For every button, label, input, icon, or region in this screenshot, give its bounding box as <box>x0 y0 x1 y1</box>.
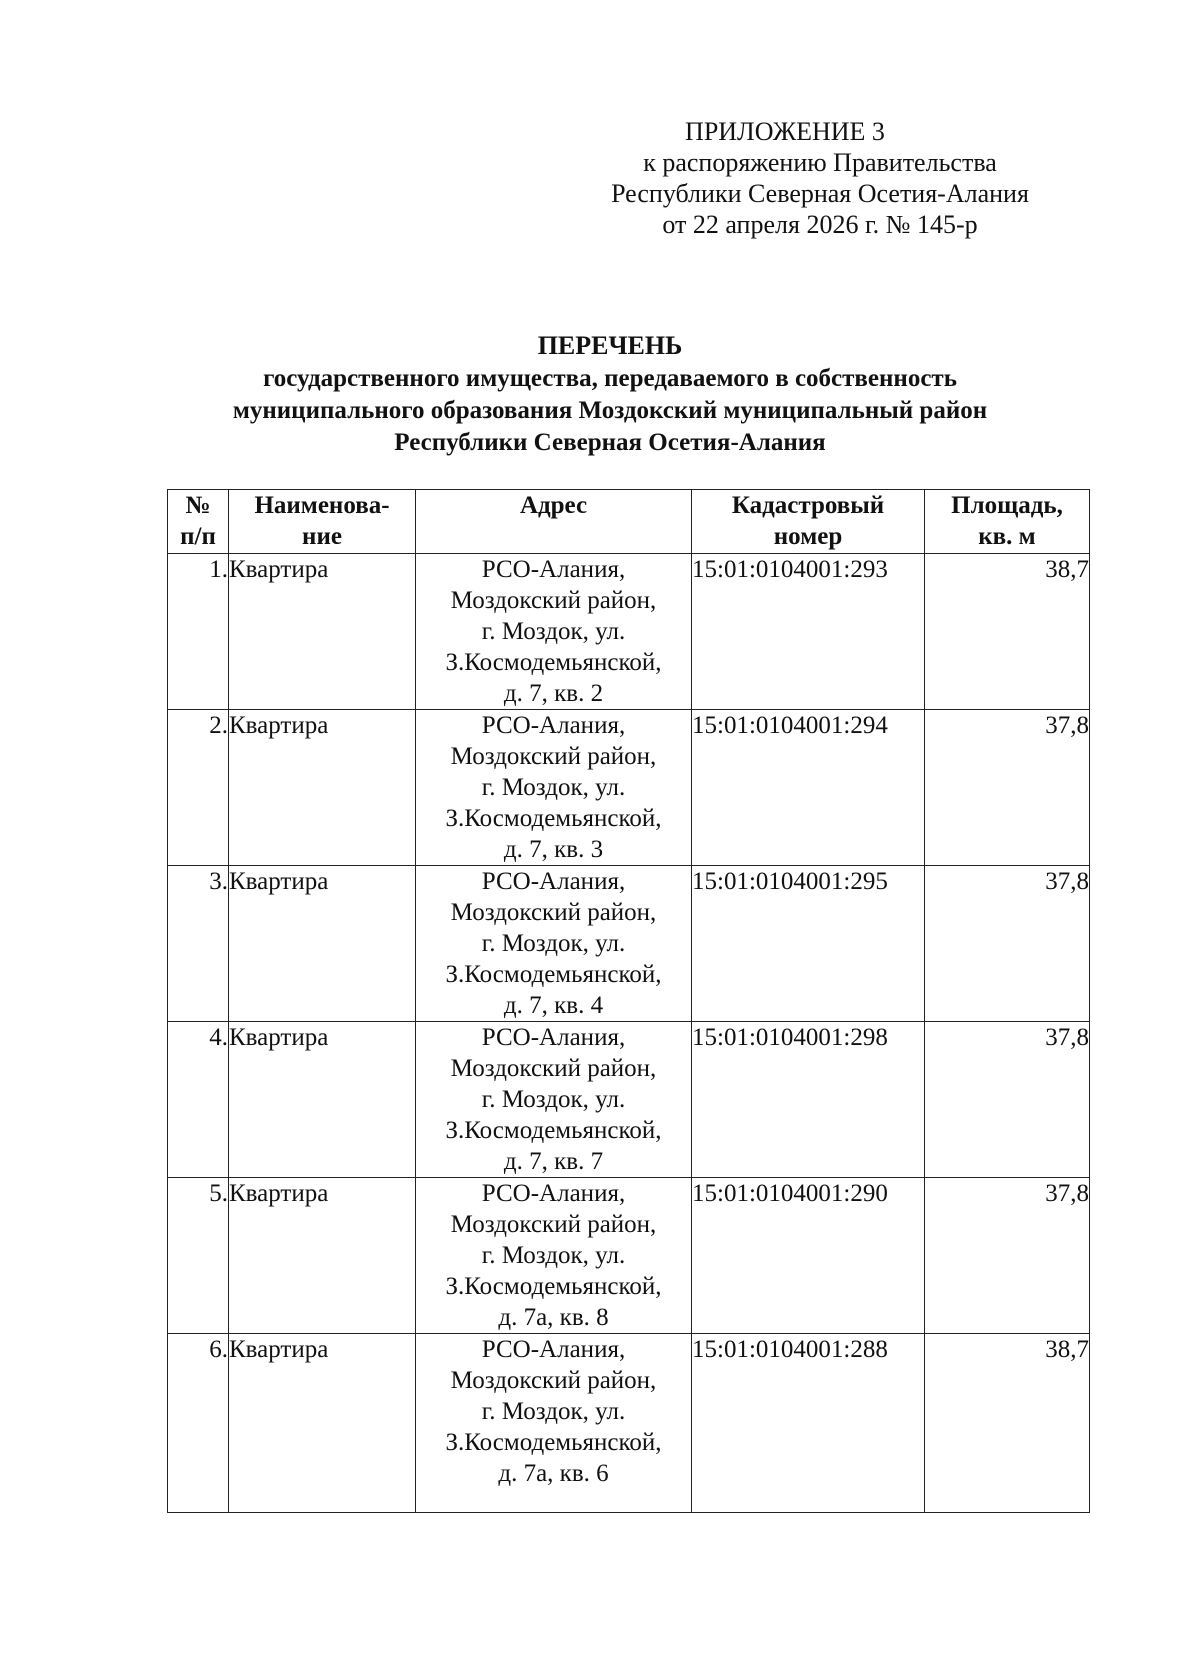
header-address-line-1: Адрес <box>519 492 588 519</box>
table-row <box>168 554 1090 710</box>
address-line: д. 7, кв. 2 <box>503 680 604 707</box>
cell-name: Квартира <box>229 554 416 710</box>
cell-area: 38,7 <box>925 554 1090 710</box>
address-line: Моздокский район, <box>450 587 657 614</box>
heading-title: ПЕРЕЧЕНЬ <box>537 331 683 360</box>
table-row <box>168 710 1090 866</box>
address-line: З.Космодемьянской, <box>445 1117 662 1144</box>
address-line: д. 7, кв. 7 <box>503 1148 604 1175</box>
address-line: г. Моздок, ул. <box>481 774 626 801</box>
header-area-line-2: кв. м <box>978 523 1036 550</box>
cell-name: Квартира <box>229 1178 416 1334</box>
appendix-title: ПРИЛОЖЕНИЕ 3 <box>685 117 885 146</box>
cell-num: 6. <box>168 1334 229 1513</box>
appendix-line-republic: Республики Северная Осетия-Алания <box>611 179 1029 208</box>
address-line: д. 7а, кв. 8 <box>498 1304 609 1331</box>
cell-address <box>416 1178 692 1334</box>
address-line: Моздокский район, <box>450 1367 657 1394</box>
header-num <box>168 490 229 554</box>
table-row <box>168 866 1090 1022</box>
appendix-block <box>560 116 1080 240</box>
header-num-line-1: № <box>185 492 211 519</box>
cell-area: 37,8 <box>925 710 1090 866</box>
header-num-line-2: п/п <box>180 523 216 550</box>
table-row <box>168 1334 1090 1513</box>
cell-cadastral: 15:01:0104001:293 <box>692 554 925 710</box>
address-line: РСО-Алания, <box>481 1180 626 1207</box>
cell-area: 37,8 <box>925 1178 1090 1334</box>
address-line: Моздокский район, <box>450 1055 657 1082</box>
cell-num: 5. <box>168 1178 229 1334</box>
cell-name: Квартира <box>229 710 416 866</box>
address-line: г. Моздок, ул. <box>481 1398 626 1425</box>
cell-address <box>416 554 692 710</box>
address-line: З.Космодемьянской, <box>445 805 662 832</box>
cell-address <box>416 1022 692 1178</box>
address-line: РСО-Алания, <box>481 556 626 583</box>
document-heading <box>130 330 1090 459</box>
header-cadastral-line-1: Кадастровый <box>731 492 885 519</box>
cell-address <box>416 1334 692 1513</box>
table-header-row <box>168 490 1090 554</box>
address-line: РСО-Алания, <box>481 1336 626 1363</box>
table-row <box>168 1022 1090 1178</box>
address-line: д. 7, кв. 3 <box>503 836 604 863</box>
address-line: З.Космодемьянской, <box>445 1273 662 1300</box>
address-line: г. Моздок, ул. <box>481 1242 626 1269</box>
heading-line-1: государственного имущества, передаваемого в собственность <box>263 365 957 392</box>
cell-area: 37,8 <box>925 1022 1090 1178</box>
address-line: г. Моздок, ул. <box>481 618 626 645</box>
address-line: д. 7а, кв. 6 <box>498 1460 609 1487</box>
header-area <box>925 490 1090 554</box>
address-line: д. 7, кв. 4 <box>503 992 604 1019</box>
header-name <box>229 490 416 554</box>
appendix-line-date: от 22 апреля 2026 г. № 145-р <box>662 210 978 239</box>
address-line: Моздокский район, <box>450 899 657 926</box>
cell-cadastral: 15:01:0104001:294 <box>692 710 925 866</box>
cell-area: 38,7 <box>925 1334 1090 1513</box>
appendix-line-decree: к распоряжению Правительства <box>643 148 997 177</box>
address-line: Моздокский район, <box>450 743 657 770</box>
address-line: Моздокский район, <box>450 1211 657 1238</box>
cell-name: Квартира <box>229 1334 416 1513</box>
header-area-line-1: Площадь, <box>951 492 1063 519</box>
heading-line-2: муниципального образования Моздокский муниципальный район <box>232 397 988 424</box>
address-line: РСО-Алания, <box>481 1024 626 1051</box>
cell-cadastral: 15:01:0104001:298 <box>692 1022 925 1178</box>
heading-line-3: Республики Северная Осетия-Алания <box>394 429 826 456</box>
cell-num: 1. <box>168 554 229 710</box>
cell-address <box>416 866 692 1022</box>
header-address <box>416 490 692 554</box>
cell-num: 2. <box>168 710 229 866</box>
cell-address <box>416 710 692 866</box>
header-cadastral-line-2: номер <box>773 523 843 550</box>
address-line: З.Космодемьянской, <box>445 961 662 988</box>
header-cadastral <box>692 490 925 554</box>
header-name-line-1: Наименова- <box>254 492 390 519</box>
address-line: г. Моздок, ул. <box>481 930 626 957</box>
cell-name: Квартира <box>229 866 416 1022</box>
cell-num: 4. <box>168 1022 229 1178</box>
address-line: З.Космодемьянской, <box>445 649 662 676</box>
cell-area: 37,8 <box>925 866 1090 1022</box>
address-line: З.Космодемьянской, <box>445 1429 662 1456</box>
address-line: РСО-Алания, <box>481 712 626 739</box>
cell-cadastral: 15:01:0104001:290 <box>692 1178 925 1334</box>
header-name-line-2: ние <box>302 523 342 550</box>
address-line: РСО-Алания, <box>481 868 626 895</box>
property-table <box>167 489 1090 1513</box>
table-row <box>168 1178 1090 1334</box>
cell-cadastral: 15:01:0104001:295 <box>692 866 925 1022</box>
address-line: г. Моздок, ул. <box>481 1086 626 1113</box>
cell-cadastral: 15:01:0104001:288 <box>692 1334 925 1513</box>
cell-num: 3. <box>168 866 229 1022</box>
cell-name: Квартира <box>229 1022 416 1178</box>
